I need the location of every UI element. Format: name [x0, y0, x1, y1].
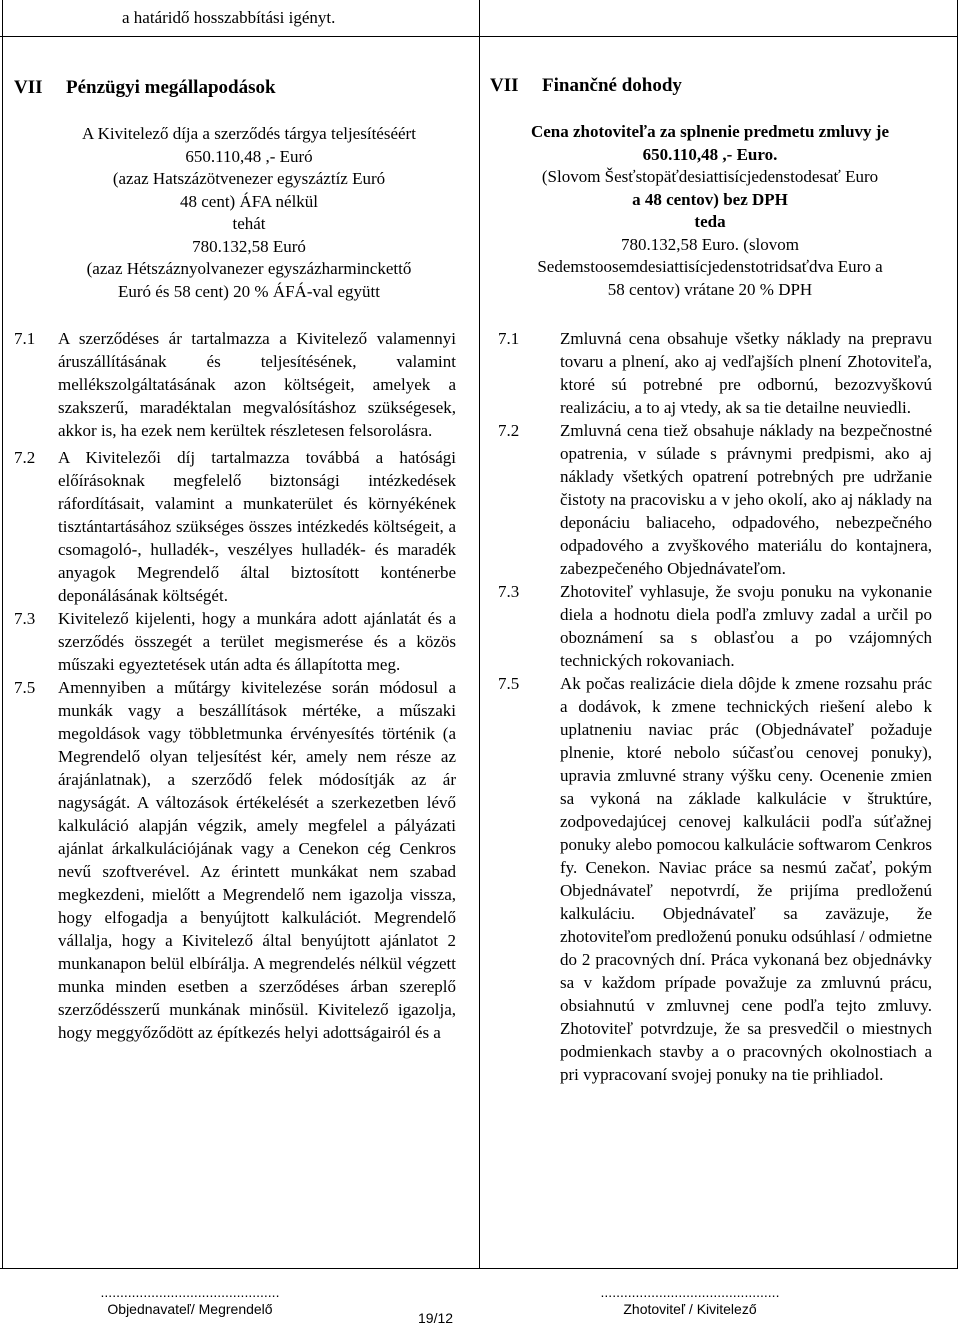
hu-clause-number: 7.3: [14, 609, 36, 628]
hu-clause-text: Amennyiben a műtárgy kivitelezése során módosul a munkák vagy a beszállítások mértéke, a műszaki megoldások vagy többletmunka érvényesítés történik (a Megrendelő olyan teljesítést kér, amely nem része az árajánlatnak), a szerződő felek módosítják az ár nagyságát. A változások értékelését a szerkezetben lévő kalkuláció alapján végzik, amely megfelel a pályázati ajánlat árkalkulációjának vagy a Cenekon cég Cenkros nevű szoftverével. Az érintett munkákat nem szabad megkezdeni, mielőtt a Megrendelő nem igazolja vissza, hogy elfogadja a benyújtott kalkulációt. Megrendelő vállalja, hogy a Kivitelező által benyújtott ajánlatot 2 munkanapon belül elbírálja. A megrendelés nélkül végzett munka minden esetben a szerződéses árban szereplő szerződésszerű munkának minősül. Kivitelező igazolja, hogy meggyőződött az építkezés helyi adottságairól és a: [58, 678, 456, 1042]
sk-price-line: (Slovom Šesťstopäťdesiattisícjedenstodesať Euro: [541, 167, 879, 186]
sk-heading-title: Finančné dohody: [542, 75, 682, 96]
hu-clause-text: A Kivitelezői díj tartalmazza továbbá a hatósági előírásoknak megfelelő biztonsági intézkedések ráfordításait, valamint a munkaterület és környékének tisztántartásához szükséges összes intézkedés költségeit, a csomagoló-, hulladék-, veszélyes hulladék- és maradék anyagok Megrendelő által biztosított konténerbe deponálásának költségét.: [58, 448, 456, 605]
hu-price-line: A Kivitelező díja a szerződés tárgya teljesítéséért: [82, 124, 416, 143]
page-number: 19/12: [418, 1310, 454, 1326]
signature-label: Zhotoviteľ / Kivitelező: [623, 1301, 757, 1317]
sk-clause-text: Zmluvná cena tiež obsahuje náklady na bezpečnostné opatrenia, v súlade s právnymi predpismi, ako aj náklady všetkých opatrení potrebných pre udržanie čistoty na pracovisku a v jeho okolí, ako aj náklady na deponáciu baliaceho, odpadového, nebezpečného odpadového a zvyškového materiálu do kontajnera, zabezpečeného Objednávateľom.: [560, 421, 932, 578]
sk-clauses: [498, 327, 932, 1086]
hu-price-line: 650.110,48 ,- Euró: [185, 146, 313, 166]
signature-label: Objednavateľ/ Megrendelő: [107, 1301, 273, 1317]
hu-price-line: Euró és 58 cent) 20 % ÁFÁ-val együtt: [117, 281, 381, 301]
hu-clause: [0, 327, 456, 442]
hu-signature: [60, 1284, 320, 1318]
sk-clause: [498, 672, 932, 1086]
sk-signature: [560, 1284, 820, 1318]
hu-heading-number: VII: [14, 77, 43, 98]
sk-price-line: Sedemstoosemdesiattisícjedenstotridsaťdva Euro a: [537, 257, 883, 276]
sk-heading-number: VII: [490, 75, 519, 96]
hu-section-heading: [14, 76, 464, 100]
sk-price-line: 650.110,48 ,- Euro.: [642, 144, 778, 164]
sk-price-line: teda: [694, 212, 726, 231]
sk-clause-text: Ak počas realizácie diela dôjde k zmene rozsahu prác a dodávok, k zmene technických riešení alebo k uplatneniu naviac prác (Objednávateľ požaduje plnenie, ktoré nebolo súčasťou cenovej ponuky), upravia zmluvné strany výšku ceny. Ocenenie zmien sa vykoná na základe kalkulácie v štruktúre, zodpovedajúcej cenovej kalkulácii podľa súťažnej ponuky alebo pomocou kalkulácie softwarom Cenkros fy. Cenekon. Naviac práce sa nesmú začať, pokým Objednávateľ nepotvrdí, že prijíma predloženú kalkuláciu. Objednávateľ sa zaväzuje, že zhotoviteľom predloženú ponuku odsúhlasí / odmietne do 2 pracovných dní. Práca vykonaná bez objednávky sa v každom prípade považuje za zmluvnú prácu, obsiahnutú v zmluvnej cene podľa tejto zmluvy. Zhotoviteľ potvrdzuje, že sa presvedčil o miestnych podmienkach stavby a o pracovných okolnostiach a pri vypracovaní svojej ponuky na tie prihliadol.: [560, 674, 932, 1084]
hu-price-line: tehát: [232, 214, 266, 233]
hu-clauses: [0, 327, 456, 1044]
hu-price-line: 780.132,58 Euró: [192, 236, 306, 256]
right-border: [957, 0, 958, 1268]
hu-clause-text: Kivitelező kijelenti, hogy a munkára adott ajánlatát és a szerződés összegét a terület megismerése és a közös műszaki egyeztetések után adta és állapította meg.: [58, 609, 456, 674]
sk-price-line: a 48 centov) bez DPH: [632, 189, 788, 209]
hu-clause-number: 7.1: [14, 329, 36, 348]
top-left-text: a határidő hosszabbítási igényt.: [122, 8, 336, 27]
hu-clause-number: 7.2: [14, 448, 36, 467]
hu-clause-text: A szerződéses ár tartalmazza a Kivitelező valamennyi áruszállításának és teljesítésének, valamint mellékszolgáltatásának azon költségeit, amelyek a szakszerű, maradéktalan megvalósításhoz szükségesek, akkor is, ha ezek nem kerültek részletesen felsorolásra.: [58, 329, 456, 440]
hu-price-line: 48 cent) ÁFA nélkül: [179, 191, 319, 211]
sk-clause: [498, 419, 932, 580]
sk-clause: [498, 327, 932, 419]
hu-heading-title: Pénzügyi megállapodások: [66, 77, 276, 98]
sk-clause-number: 7.2: [498, 421, 520, 440]
hu-clause-number: 7.5: [14, 678, 36, 697]
sk-section-heading: [490, 74, 945, 98]
column-divider: [479, 0, 480, 1268]
hungarian-column: [14, 76, 464, 303]
hu-price-line: (azaz Hétszáznyolvanezer egyszázharminckettő: [86, 259, 412, 278]
sk-price-line: Cena zhotoviteľa za splnenie predmetu zmluvy je: [530, 122, 889, 141]
sk-clause-text: Zmluvná cena obsahuje všetky náklady na prepravu tovaru a plnení, ako aj vedľajších plnení Zhotoviteľa, ktoré sú potrebné pre odbornú, bezozvyškovú realizáciu, a to aj vtedy, ak sa tie detailne neuviedli.: [560, 329, 932, 417]
sk-price-block: [490, 121, 930, 301]
sk-clause: [498, 580, 932, 672]
hu-clause: [0, 676, 456, 1044]
hu-price-line: (azaz Hatszázötvenezer egyszáztíz Euró: [112, 169, 386, 188]
sk-clause-number: 7.3: [498, 582, 520, 601]
signature-line: ..............................................: [100, 1284, 280, 1300]
slovak-column: [490, 74, 945, 301]
hu-clause: [0, 607, 456, 676]
table-bottom-border: [0, 1268, 958, 1269]
top-row-divider: [0, 36, 958, 37]
sk-clause-number: 7.5: [498, 674, 520, 693]
sk-clause-text: Zhotoviteľ vyhlasuje, že svoju ponuku na vykonanie diela a hodnotu diela podľa zmluvy zadal a určil po oboznámení sa s oblasťou a po vzájomných technických rokovaniach.: [560, 582, 932, 670]
hu-price-block: [34, 123, 464, 303]
hu-clause: [0, 446, 456, 607]
sk-price-line: 58 centov) vrátane 20 % DPH: [607, 279, 813, 299]
signature-line: ..............................................: [600, 1284, 780, 1300]
sk-clause-number: 7.1: [498, 329, 520, 348]
sk-price-line: 780.132,58 Euro. (slovom: [620, 234, 800, 254]
